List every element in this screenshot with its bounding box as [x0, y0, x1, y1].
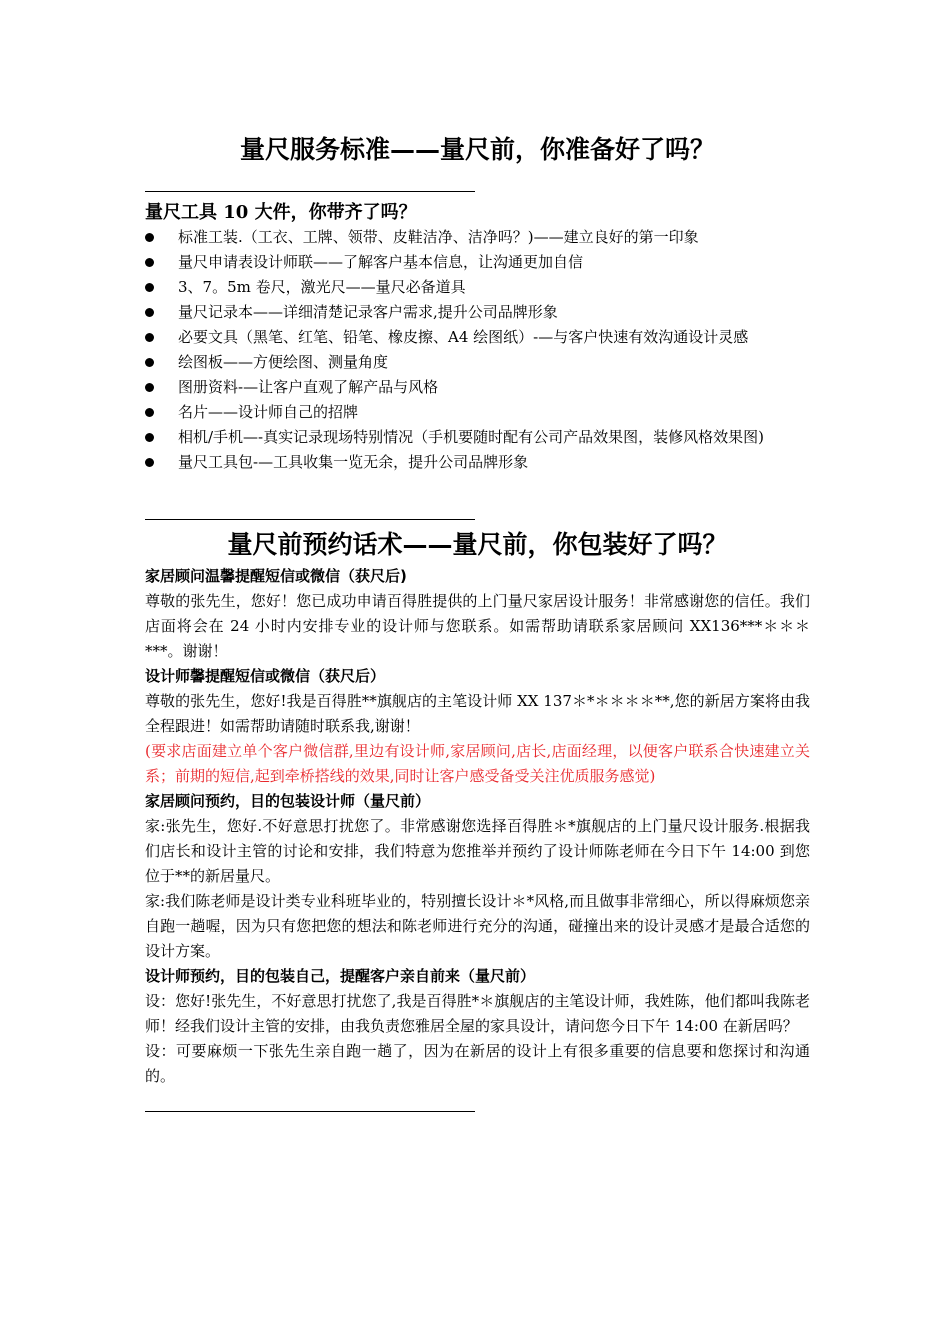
list-item: 量尺申请表设计师联——了解客户基本信息，让沟通更加自信 — [145, 250, 810, 275]
bullet-icon — [145, 233, 154, 242]
wechat-group-note: (要求店面建立单个客户微信群,里边有设计师,家居顾问,店长,店面经理，以便客户联系合快速建立关系；前期的短信,起到牵桥搭线的效果,同时让客户感受备受关注优质服务感觉) — [145, 742, 810, 785]
advisor-appointment-text-2: 家:我们陈老师是设计类专业科班毕业的，特别擅长设计＊*风格,而且做事非常细心，所以得麻烦您亲自跑一趟喔，因为只有您把您的想法和陈老师进行充分的沟通，碰撞出来的设计灵感才是最合适您的设计方案。 — [145, 892, 810, 960]
advisor-sms-heading: 家居顾问温馨提醒短信或微信（获尺后) — [145, 567, 407, 585]
designer-appointment-heading: 设计师预约，目的包装自己，提醒客户亲自前来（量尺前） — [145, 967, 536, 985]
designer-appointment-text-1: 设：您好!张先生，不好意思打扰您了,我是百得胜*＊旗舰店的主笔设计师，我姓陈，他们都叫我陈老师！经我们设计主管的安排，由我负责您雅居全屋的家具设计，请问您今日下午 14:00 在新居吗？ — [145, 992, 810, 1035]
tools-heading: 量尺工具 10 大件，你带齐了吗？ — [145, 202, 417, 223]
section1-title: 量尺服务标准——量尺前，你准备好了吗？ — [239, 135, 715, 164]
list-item: 3、7。5m 卷尺，激光尺——量尺必备道具 — [145, 275, 810, 300]
bullet-icon — [145, 333, 154, 342]
tools-list — [145, 225, 810, 475]
bullet-icon — [145, 358, 154, 367]
divider — [145, 1111, 475, 1112]
list-item: 标准工装.（工衣、工牌、领带、皮鞋洁净、洁净吗？)——建立良好的第一印象 — [145, 225, 810, 250]
list-item: 相机/手机—-真实记录现场特别情况（手机要随时配有公司产品效果图，装修风格效果图) — [145, 425, 810, 450]
designer-appointment-text-2: 设：可要麻烦一下张先生亲自跑一趟了，因为在新居的设计上有很多重要的信息要和您探讨和沟通的。 — [145, 1042, 810, 1085]
section2-title: 量尺前预约话术——量尺前，你包装好了吗？ — [227, 530, 728, 559]
document-page — [145, 0, 810, 1112]
advisor-appointment-text-1: 家:张先生，您好.不好意思打扰您了。非常感谢您选择百得胜＊*旗舰店的上门量尺设计服务.根据我们店长和设计主管的讨论和安排，我们特意为您推举并预约了设计师陈老师在今日下午 14:00 到您位于**的新居量尺。 — [145, 817, 810, 885]
list-item: 绘图板——方便绘图、测量角度 — [145, 350, 810, 375]
bullet-icon — [145, 283, 154, 292]
bullet-icon — [145, 308, 154, 317]
advisor-sms-text: 尊敬的张先生，您好！您已成功申请百得胜提供的上门量尺家居设计服务！非常感谢您的信任。我们店面将会在 24 小时内安排专业的设计师与您联系。如需帮助请联系家居顾问 XX136***＊＊＊***。谢谢！ — [145, 592, 810, 660]
bullet-icon — [145, 383, 154, 392]
bullet-icon — [145, 408, 154, 417]
designer-sms-heading: 设计师馨提醒短信或微信（获尺后） — [145, 667, 386, 685]
bullet-icon — [145, 258, 154, 267]
bullet-icon — [145, 458, 154, 467]
advisor-appointment-heading: 家居顾问预约，目的包装设计师（量尺前） — [145, 792, 431, 810]
list-item: 量尺记录本——详细清楚记录客户需求,提升公司品牌形象 — [145, 300, 810, 325]
designer-sms-text: 尊敬的张先生，您好!我是百得胜**旗舰店的主笔设计师 XX 137＊*＊＊＊＊**,您的新居方案将由我全程跟进！如需帮助请随时联系我,谢谢！ — [145, 692, 810, 735]
bullet-icon — [145, 433, 154, 442]
list-item: 量尺工具包-—工具收集一览无余，提升公司品牌形象 — [145, 450, 810, 475]
list-item: 名片——设计师自己的招牌 — [145, 400, 810, 425]
list-item: 图册资料-—让客户直观了解产品与风格 — [145, 375, 810, 400]
list-item: 必要文具（黑笔、红笔、铅笔、橡皮擦、A4 绘图纸）-—与客户快速有效沟通设计灵感 — [145, 325, 810, 350]
